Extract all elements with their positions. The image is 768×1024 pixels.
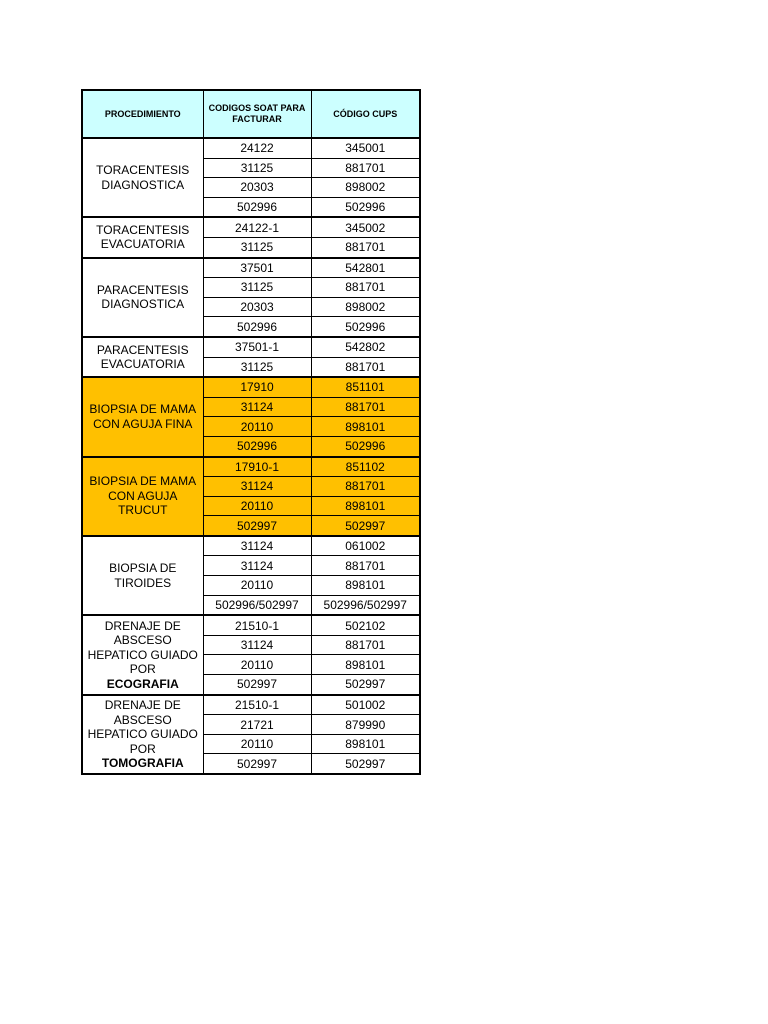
procedure-name-cell <box>82 615 203 694</box>
soat-code-cell: 31124 <box>203 536 311 556</box>
cups-code-cell: 502102 <box>311 615 420 635</box>
soat-code-cell: 31125 <box>203 357 311 377</box>
soat-code-cell: 17910 <box>203 377 311 397</box>
table-row <box>82 258 420 278</box>
cups-code-cell: 345002 <box>311 217 420 237</box>
table-row <box>82 217 420 237</box>
table-row <box>82 457 420 477</box>
soat-code-cell: 31125 <box>203 278 311 298</box>
soat-code-cell: 21510-1 <box>203 615 311 635</box>
cups-code-cell: 898101 <box>311 655 420 675</box>
procedure-group <box>82 615 420 694</box>
cups-code-cell: 898101 <box>311 576 420 596</box>
procedure-name: BIOPSIA DE MAMA CON AGUJA FINA <box>89 402 197 431</box>
cups-code-cell: 881701 <box>311 278 420 298</box>
procedure-group <box>82 536 420 615</box>
table-row <box>82 536 420 556</box>
soat-code-cell: 20303 <box>203 297 311 317</box>
soat-code-cell: 502996 <box>203 197 311 217</box>
header-row <box>82 90 420 138</box>
soat-code-cell: 17910-1 <box>203 457 311 477</box>
soat-code-cell: 31124 <box>203 477 311 497</box>
procedure-group <box>82 337 420 377</box>
cups-code-cell: 502996 <box>311 436 420 456</box>
procedure-name-cell <box>82 138 203 217</box>
cups-code-cell: 881701 <box>311 357 420 377</box>
procedure-name-cell <box>82 536 203 615</box>
procedure-name: TORACENTESIS DIAGNOSTICA <box>96 163 190 192</box>
soat-code-cell: 31125 <box>203 237 311 257</box>
cups-code-cell: 542801 <box>311 258 420 278</box>
procedure-name: DRENAJE DE ABSCESO HEPATICO GUIADO POR <box>87 618 198 677</box>
cups-code-cell: 898002 <box>311 297 420 317</box>
soat-code-cell: 31124 <box>203 556 311 576</box>
soat-code-cell: 20110 <box>203 417 311 437</box>
soat-code-cell: 20110 <box>203 655 311 675</box>
procedure-group <box>82 695 420 774</box>
cups-code-cell: 502996 <box>311 197 420 217</box>
soat-code-cell: 20110 <box>203 734 311 754</box>
procedure-name-cell <box>82 695 203 774</box>
soat-code-cell: 24122-1 <box>203 217 311 237</box>
header-codigo-cups: CÓDIGO CUPS <box>311 90 420 138</box>
cups-code-cell: 881701 <box>311 158 420 178</box>
cups-code-cell: 502996/502997 <box>311 595 420 615</box>
cups-code-cell: 879990 <box>311 715 420 735</box>
cups-code-cell: 881701 <box>311 556 420 576</box>
table-row <box>82 615 420 635</box>
table-row <box>82 138 420 158</box>
table-row <box>82 695 420 715</box>
soat-code-cell: 502996/502997 <box>203 595 311 615</box>
cups-code-cell: 881701 <box>311 635 420 655</box>
table-row <box>82 377 420 397</box>
procedure-name-cell <box>82 337 203 377</box>
soat-code-cell: 31125 <box>203 158 311 178</box>
procedure-name-cell <box>82 377 203 456</box>
procedure-group <box>82 377 420 456</box>
procedure-name: BIOPSIA DE TIROIDES <box>109 561 177 590</box>
cups-code-cell: 881701 <box>311 237 420 257</box>
table-header <box>82 90 420 138</box>
procedure-name-cell <box>82 457 203 536</box>
soat-code-cell: 37501-1 <box>203 337 311 357</box>
soat-code-cell: 20110 <box>203 496 311 516</box>
procedure-guidance-method: TOMOGRAFIA <box>101 756 184 771</box>
cups-code-cell: 898101 <box>311 496 420 516</box>
procedure-group <box>82 217 420 257</box>
cups-code-cell: 898002 <box>311 178 420 198</box>
procedure-guidance-method: ECOGRAFIA <box>106 676 179 691</box>
procedure-name: DRENAJE DE ABSCESO HEPATICO GUIADO POR <box>87 698 198 756</box>
procedure-name-cell <box>82 258 203 337</box>
cups-code-cell: 898101 <box>311 734 420 754</box>
soat-code-cell: 502996 <box>203 436 311 456</box>
procedure-name: PARACENTESIS EVACUATORIA <box>96 342 189 372</box>
cups-code-cell: 345001 <box>311 138 420 158</box>
cups-code-cell: 881701 <box>311 477 420 497</box>
header-procedimiento: PROCEDIMIENTO <box>82 90 203 138</box>
soat-code-cell: 502997 <box>203 675 311 695</box>
procedure-name: BIOPSIA DE MAMA CON AGUJA TRUCUT <box>89 474 197 518</box>
cups-code-cell: 502996 <box>311 317 420 337</box>
procedure-name: PARACENTESIS DIAGNOSTICA <box>96 282 189 312</box>
procedure-group <box>82 138 420 217</box>
cups-code-cell: 502997 <box>311 675 420 695</box>
procedure-group <box>82 457 420 536</box>
soat-code-cell: 21510-1 <box>203 695 311 715</box>
soat-code-cell: 20110 <box>203 576 311 596</box>
soat-code-cell: 37501 <box>203 258 311 278</box>
soat-code-cell: 20303 <box>203 178 311 198</box>
cups-code-cell: 061002 <box>311 536 420 556</box>
cups-code-cell: 502997 <box>311 754 420 774</box>
cups-code-cell: 898101 <box>311 417 420 437</box>
procedure-name: TORACENTESIS EVACUATORIA <box>96 222 190 252</box>
procedure-name-cell <box>82 217 203 257</box>
soat-code-cell: 502997 <box>203 754 311 774</box>
soat-code-cell: 31124 <box>203 397 311 417</box>
soat-code-cell: 502997 <box>203 516 311 536</box>
cups-code-cell: 881701 <box>311 397 420 417</box>
soat-code-cell: 31124 <box>203 635 311 655</box>
soat-code-cell: 24122 <box>203 138 311 158</box>
cups-code-cell: 502997 <box>311 516 420 536</box>
soat-code-cell: 21721 <box>203 715 311 735</box>
procedures-table <box>81 89 421 775</box>
procedure-group <box>82 258 420 337</box>
soat-code-cell: 502996 <box>203 317 311 337</box>
header-codigos-soat: CODIGOS SOAT PARA FACTURAR <box>203 90 311 138</box>
cups-code-cell: 501002 <box>311 695 420 715</box>
table-row <box>82 337 420 357</box>
cups-code-cell: 851101 <box>311 377 420 397</box>
cups-code-cell: 851102 <box>311 457 420 477</box>
cups-code-cell: 542802 <box>311 337 420 357</box>
